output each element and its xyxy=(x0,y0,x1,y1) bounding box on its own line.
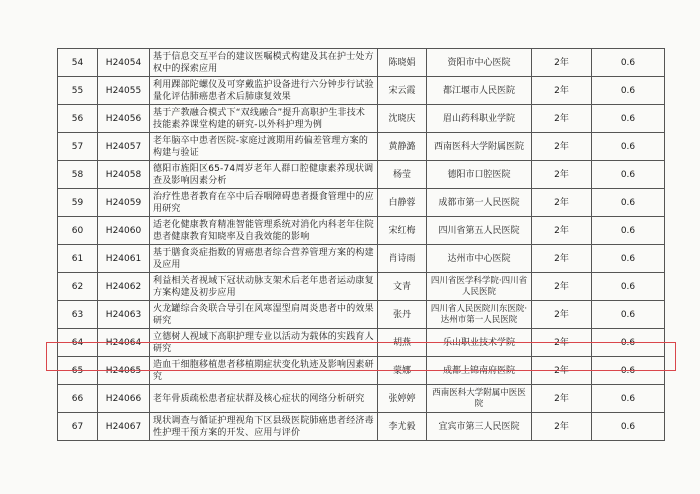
funding: 0.6 xyxy=(592,189,665,217)
table-row xyxy=(58,133,665,161)
duration: 2年 xyxy=(532,189,592,217)
table-row xyxy=(58,77,665,105)
applicant-name: 宋云霞 xyxy=(378,77,427,105)
funding: 0.6 xyxy=(592,133,665,161)
row-number: 62 xyxy=(58,273,98,301)
applicant-name: 胡燕 xyxy=(378,329,427,357)
applicant-name: 陈晓娟 xyxy=(378,49,427,77)
funding: 0.6 xyxy=(592,161,665,189)
institution: 资阳市中心医院 xyxy=(427,49,532,77)
institution: 宜宾市第三人民医院 xyxy=(427,413,532,441)
project-code: H24054 xyxy=(98,49,150,77)
institution: 西南医科大学附属医院 xyxy=(427,133,532,161)
row-number: 60 xyxy=(58,217,98,245)
project-title: 德阳市旌阳区65-74周岁老年人群口腔健康素养现状调查及影响因素分析 xyxy=(150,161,378,189)
applicant-name: 杨莹 xyxy=(378,161,427,189)
row-number: 67 xyxy=(58,413,98,441)
duration: 2年 xyxy=(532,245,592,273)
row-number: 59 xyxy=(58,189,98,217)
duration: 2年 xyxy=(532,329,592,357)
table-row xyxy=(58,161,665,189)
duration: 2年 xyxy=(532,105,592,133)
duration: 2年 xyxy=(532,301,592,329)
row-number: 56 xyxy=(58,105,98,133)
funding: 0.6 xyxy=(592,273,665,301)
duration: 2年 xyxy=(532,385,592,413)
duration: 2年 xyxy=(532,77,592,105)
institution: 西南医科大学附属中医医院 xyxy=(427,385,532,413)
row-number: 65 xyxy=(58,357,98,385)
applicant-name: 张婷婷 xyxy=(378,385,427,413)
project-title: 基于膳食炎症指数的胃癌患者综合营养管理方案的构建及应用 xyxy=(150,245,378,273)
applicant-name: 李尤毅 xyxy=(378,413,427,441)
project-code: H24061 xyxy=(98,245,150,273)
project-title: 基于产教融合模式下“双线融合”提升高职护生非技术技能素养课堂构建的研究-以外科护理为例 xyxy=(150,105,378,133)
applicant-name: 黄静潞 xyxy=(378,133,427,161)
applicant-name: 肖诗雨 xyxy=(378,245,427,273)
institution: 成都上锦南府医院 xyxy=(427,357,532,385)
table-row xyxy=(58,385,665,413)
project-title: 基于信息交互平台的建议医嘱模式构建及其在护士处方权中的探索应用 xyxy=(150,49,378,77)
funding: 0.6 xyxy=(592,357,665,385)
row-number: 61 xyxy=(58,245,98,273)
table-row xyxy=(58,49,665,77)
duration: 2年 xyxy=(532,217,592,245)
duration: 2年 xyxy=(532,49,592,77)
institution: 乐山职业技术学院 xyxy=(427,329,532,357)
duration: 2年 xyxy=(532,413,592,441)
row-number: 54 xyxy=(58,49,98,77)
table-row xyxy=(58,105,665,133)
project-table xyxy=(57,48,665,441)
project-title: 老年骨质疏松患者症状群及核心症状的网络分析研究 xyxy=(150,385,378,413)
institution: 成都市第一人民医院 xyxy=(427,189,532,217)
table-row xyxy=(58,217,665,245)
project-table-body xyxy=(58,49,665,441)
table-row xyxy=(58,357,665,385)
row-number: 66 xyxy=(58,385,98,413)
table-row xyxy=(58,273,665,301)
project-title: 利益相关者视域下冠状动脉支架术后老年患者运动康复方案构建及初步应用 xyxy=(150,273,378,301)
project-code: H24065 xyxy=(98,357,150,385)
row-number: 63 xyxy=(58,301,98,329)
applicant-name: 文青 xyxy=(378,273,427,301)
project-title: 适老化健康教育精准智能管理系统对消化内科老年住院患者健康教育知晓率及自我效能的影响 xyxy=(150,217,378,245)
applicant-name: 张丹 xyxy=(378,301,427,329)
project-title: 造血干细胞移植患者移植期症状变化轨迹及影响因素研究 xyxy=(150,357,378,385)
institution: 德阳市口腔医院 xyxy=(427,161,532,189)
applicant-name: 沈晓庆 xyxy=(378,105,427,133)
table-row xyxy=(58,329,665,357)
row-number: 58 xyxy=(58,161,98,189)
institution: 都江堰市人民医院 xyxy=(427,77,532,105)
funding: 0.6 xyxy=(592,413,665,441)
funding: 0.6 xyxy=(592,329,665,357)
project-code: H24064 xyxy=(98,329,150,357)
project-title: 立德树人视域下高职护理专业以活动为载体的实践育人研究 xyxy=(150,329,378,357)
project-code: H24055 xyxy=(98,77,150,105)
applicant-name: 白静蓉 xyxy=(378,189,427,217)
duration: 2年 xyxy=(532,273,592,301)
funding: 0.6 xyxy=(592,217,665,245)
project-title: 治疗性患者教育在卒中后吞咽障碍患者摄食管理中的应用研究 xyxy=(150,189,378,217)
duration: 2年 xyxy=(532,357,592,385)
project-code: H24057 xyxy=(98,133,150,161)
duration: 2年 xyxy=(532,133,592,161)
project-code: H24062 xyxy=(98,273,150,301)
project-code: H24063 xyxy=(98,301,150,329)
funding: 0.6 xyxy=(592,49,665,77)
project-code: H24066 xyxy=(98,385,150,413)
project-title: 利用踝部陀螺仪及可穿戴监护设备进行六分钟步行试验量化评估肺癌患者术后肺康复效果 xyxy=(150,77,378,105)
row-number: 64 xyxy=(58,329,98,357)
table-row xyxy=(58,301,665,329)
table-row xyxy=(58,245,665,273)
duration: 2年 xyxy=(532,161,592,189)
project-code: H24056 xyxy=(98,105,150,133)
institution: 四川省人民医院川东医院·达州市第一人民医院 xyxy=(427,301,532,329)
institution: 达州市中心医院 xyxy=(427,245,532,273)
institution: 眉山药科职业学院 xyxy=(427,105,532,133)
table-row xyxy=(58,413,665,441)
applicant-name: 宋红梅 xyxy=(378,217,427,245)
funding: 0.6 xyxy=(592,301,665,329)
funding: 0.6 xyxy=(592,77,665,105)
project-title: 火龙罐综合灸联合导引在风寒湿型肩周炎患者中的效果研究 xyxy=(150,301,378,329)
project-code: H24067 xyxy=(98,413,150,441)
funding: 0.6 xyxy=(592,105,665,133)
project-title: 老年脑卒中患者医院-家庭过渡期用药偏差管理方案的构建与验证 xyxy=(150,133,378,161)
project-code: H24059 xyxy=(98,189,150,217)
row-number: 57 xyxy=(58,133,98,161)
applicant-name: 蒙娜 xyxy=(378,357,427,385)
table-row xyxy=(58,189,665,217)
funding: 0.6 xyxy=(592,245,665,273)
project-code: H24060 xyxy=(98,217,150,245)
institution: 四川省医学科学院·四川省人民医院 xyxy=(427,273,532,301)
funding: 0.6 xyxy=(592,385,665,413)
project-code: H24058 xyxy=(98,161,150,189)
row-number: 55 xyxy=(58,77,98,105)
institution: 四川省第五人民医院 xyxy=(427,217,532,245)
project-title: 现状调查与循证护理视角下区县级医院肺癌患者经济毒性护理干预方案的开发、应用与评价 xyxy=(150,413,378,441)
